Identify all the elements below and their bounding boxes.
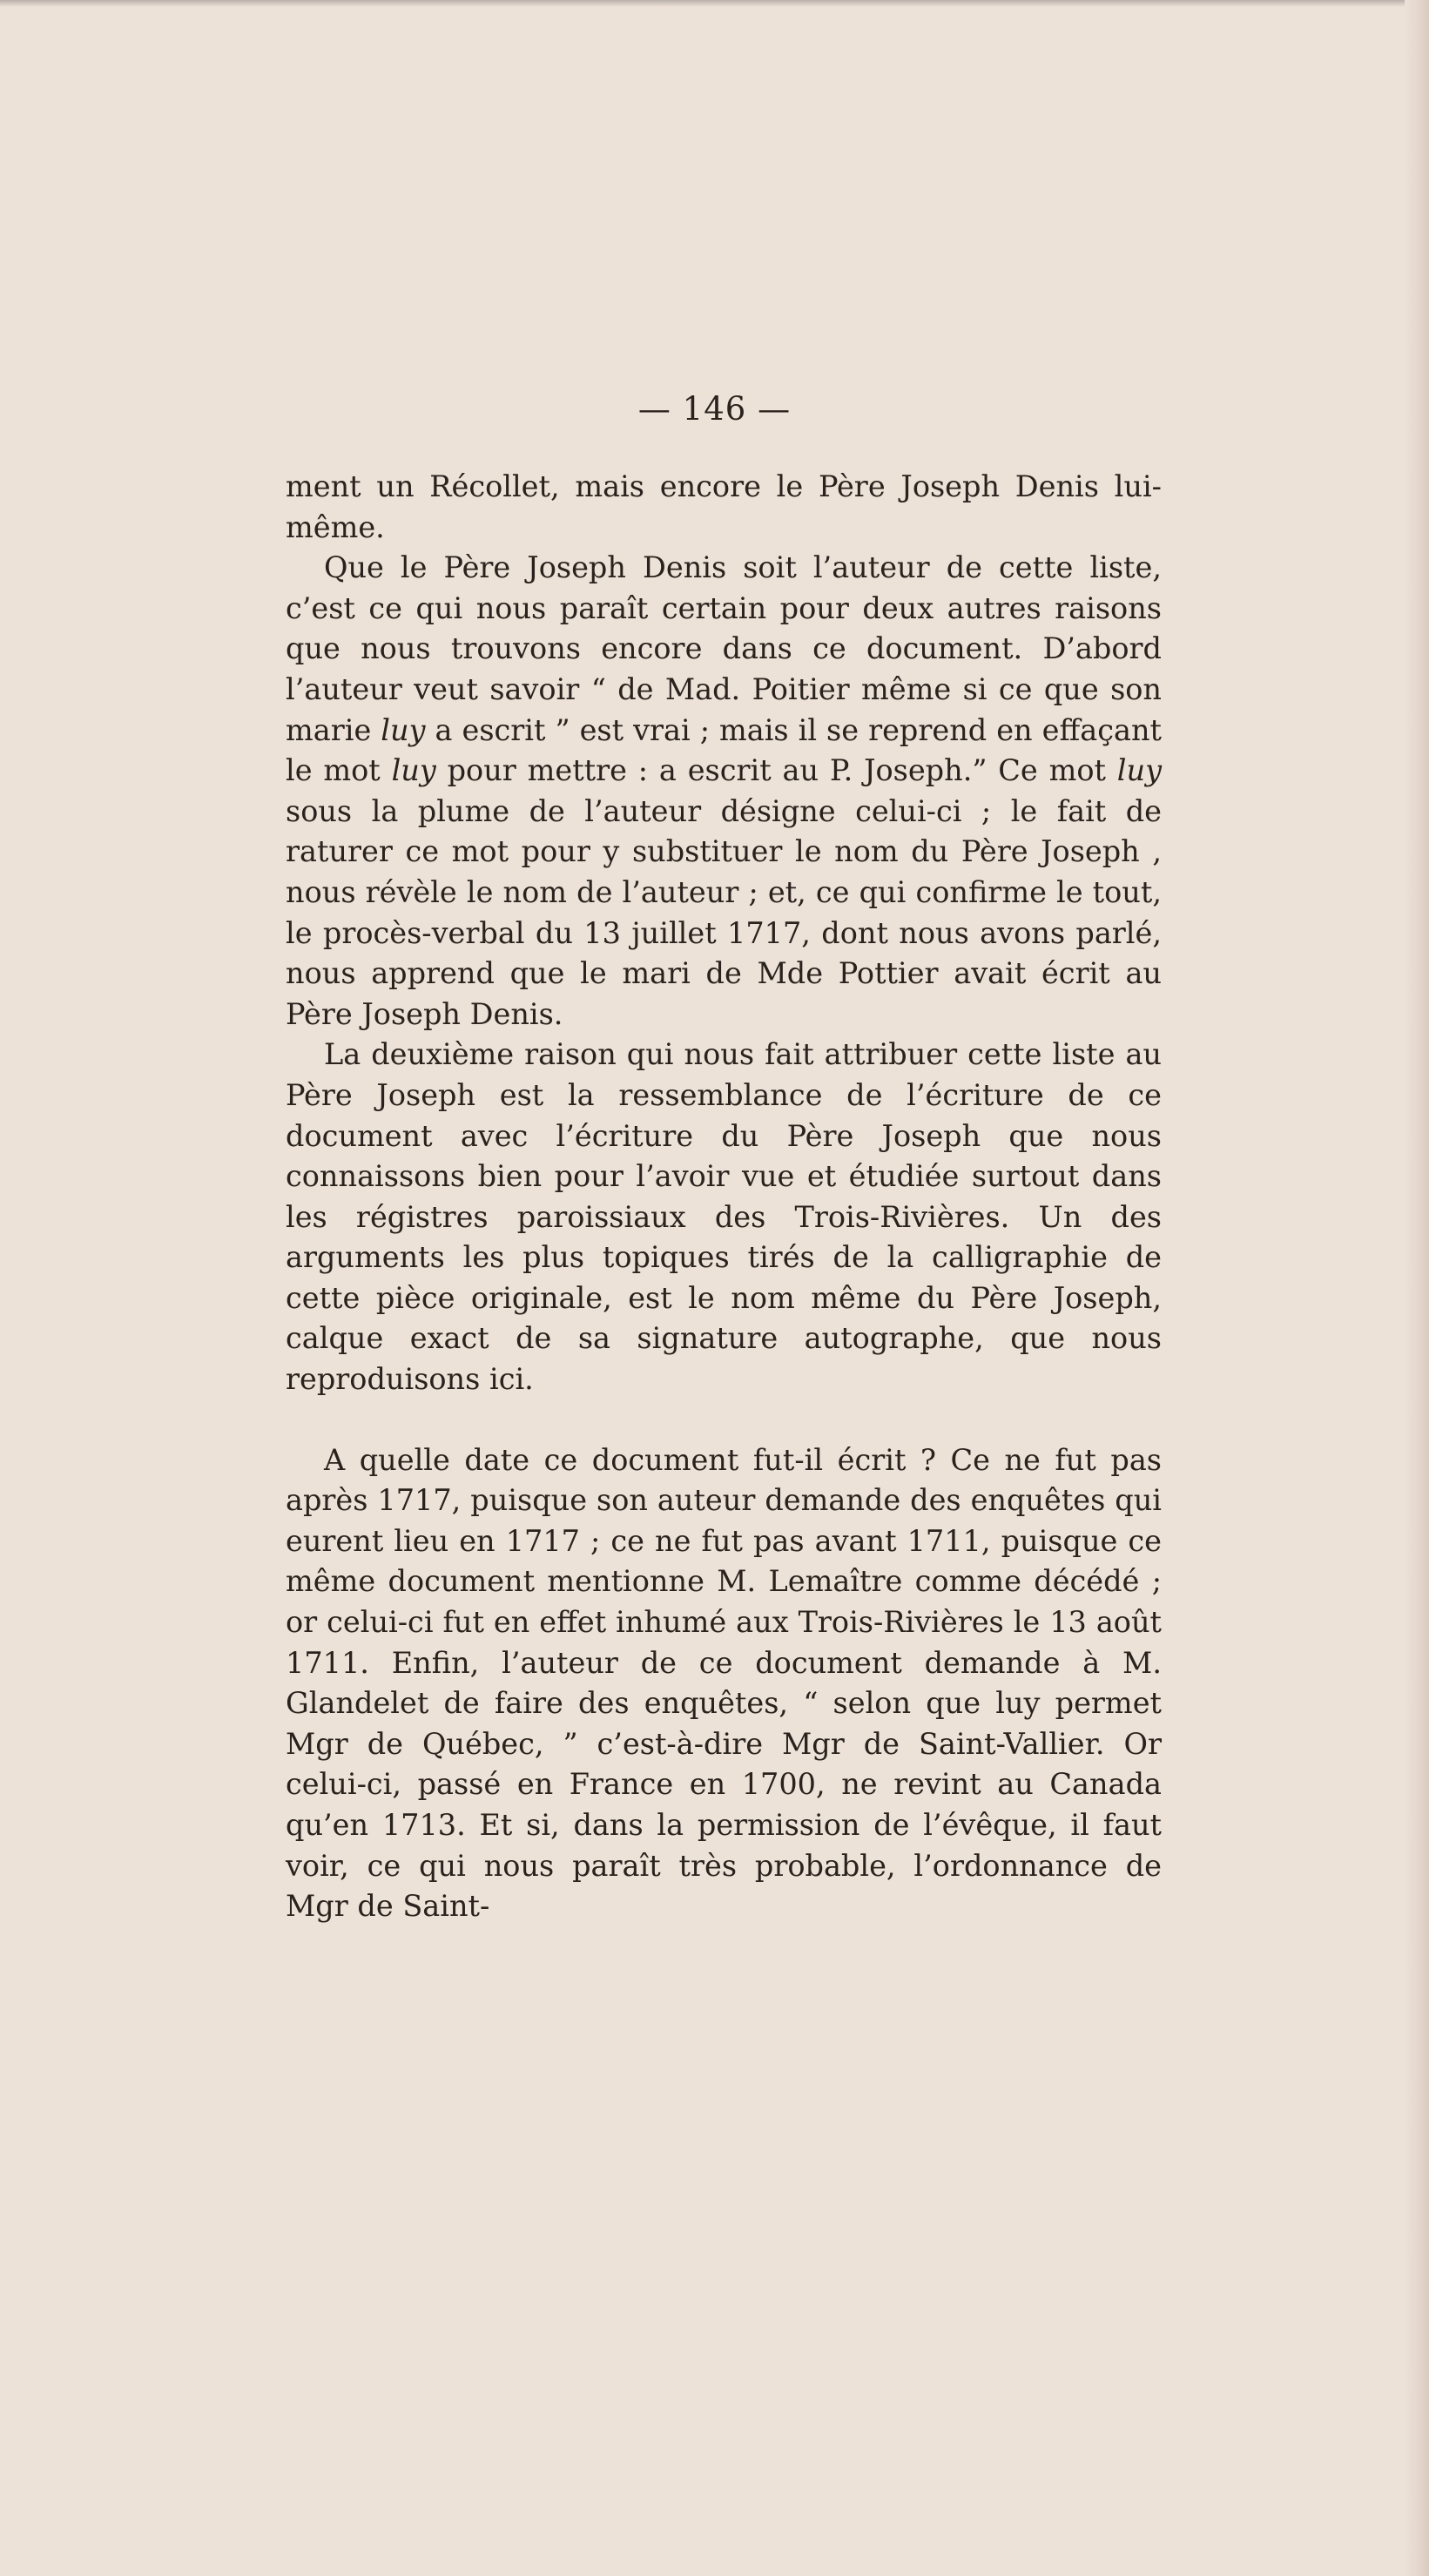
page-right-edge [1405,0,1429,2576]
italic-word: luy [391,753,436,788]
italic-word: luy [381,712,426,747]
paragraph-3 [286,1035,1162,1399]
text-segment: A quelle date ce document fut-il écrit ? Ce ne fut pas après 1717, puisque son auteur demande des enquêtes qui eurent lieu en 1717 ; ce ne fut pas avant 1711, puisque ce même document mentionne M. Lemaître comme décédé ; or celui-ci fut en effet inhumé aux Trois-Rivières le 13 août 1711. Enfin, l’auteur de ce document demande à M. Glandelet de faire des enquêtes, “ selon que luy permet Mgr de Québec, ” c’est-à-dire Mgr de Saint-Vallier. Or celui-ci, passé en France en 1700, ne revint au Canada qu’en 1713. Et si, dans la permission de l’évêque, il faut voir, ce qui nous paraît très probable, l’ordonnance de Mgr de Saint- [286,1442,1162,1924]
paragraph-4 [286,1440,1162,1927]
paragraph-2 [286,548,1162,1035]
text-segment: pour mettre : a escrit au P. Joseph.” Ce mot [435,753,1117,788]
text-segment: La deuxième raison qui nous fait attribuer cette liste au Père Joseph est la ressemblance de l’écriture de ce document avec l’écriture du Père Joseph que nous connaissons bien pour l’avoir vue et étudiée surtout dans les régistres paroissiaux des Trois-Rivières. Un des arguments les plus topiques tirés de la calligraphie de cette pièce originale, est le nom même du Père Joseph, calque exact de sa signature autographe, que nous reproduisons ici. [286,1037,1162,1397]
text-segment: sous la plume de l’auteur désigne celui-ci ; le fait de raturer ce mot pour y substituer le nom du Père Joseph , nous révèle le nom de l’auteur ; et, ce qui confirme le tout, le procès-verbal du 13 juillet 1717, dont nous avons parlé, nous apprend que le mari de Mde Pottier avait écrit au Père Joseph Denis. [286,793,1162,1031]
italic-word: luy [1116,753,1163,788]
text-segment: Que le Père Joseph Denis soit l’auteur de cette liste, c’est ce qui nous paraît certain pour deux autres raisons que nous trouvons encore dans ce document. D’abord l’auteur veut savoir “ de Mad. Poitier même si ce que son marie [286,550,1162,747]
body-text [286,467,1162,1927]
text-segment: ment un Récollet, mais encore le Père Joseph Denis lui-même. [286,469,1162,544]
paragraph-1 [286,467,1162,548]
text-segment: a escrit ” est vrai ; mais il se reprend en effaçant le mot [286,712,1162,788]
page-top-edge [0,0,1429,7]
page-number: — 146 — [637,390,792,428]
